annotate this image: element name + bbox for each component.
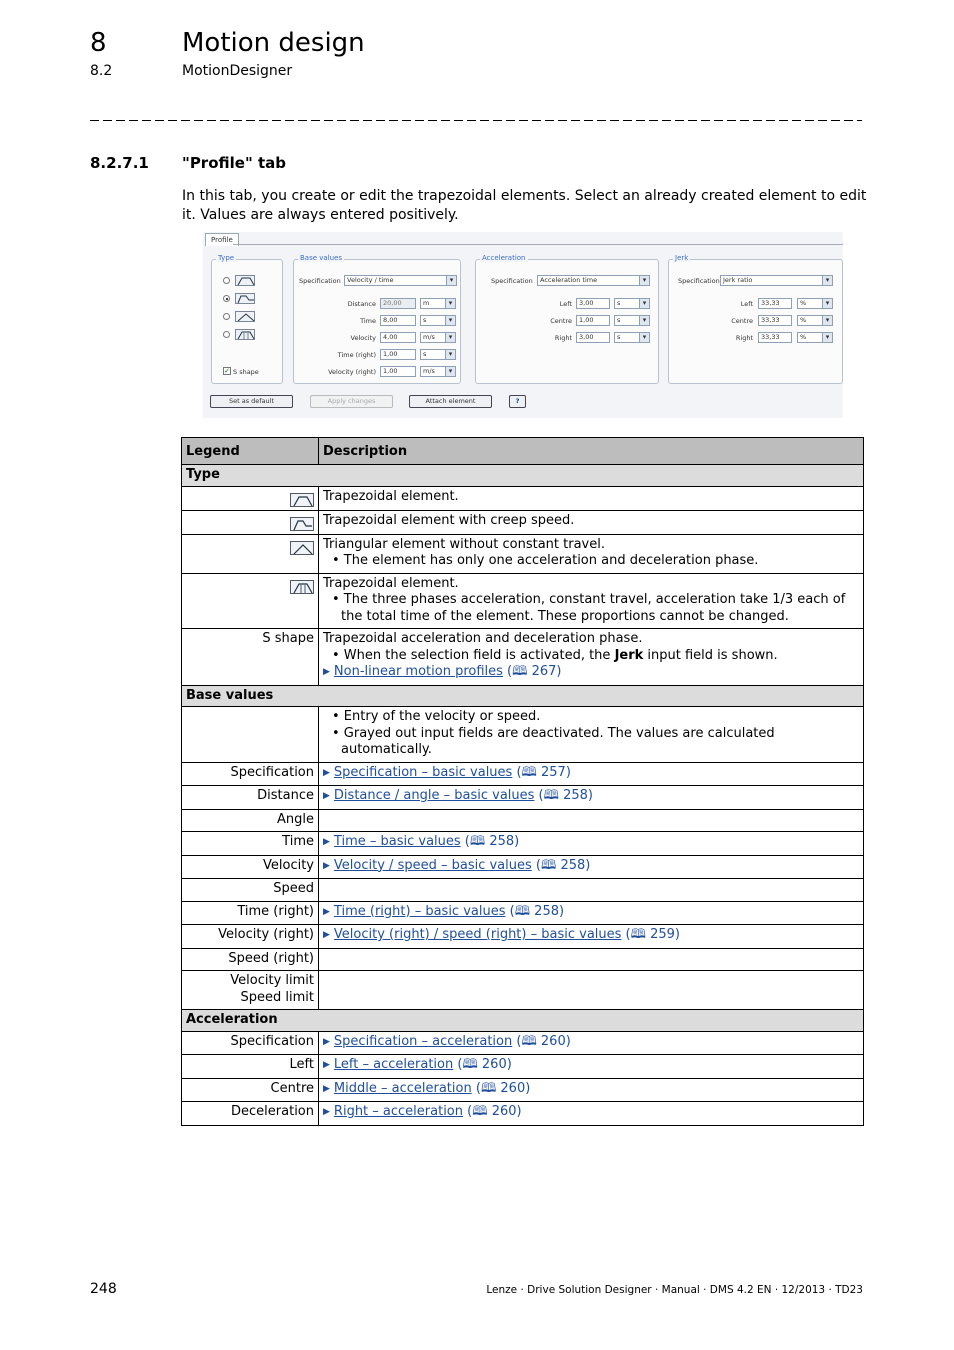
arrow-right-icon: ▶ bbox=[323, 860, 330, 871]
description-cell bbox=[319, 707, 864, 763]
base-value-label: Velocity bbox=[350, 334, 376, 342]
accel-value-unit-dropdown[interactable]: s ▾ bbox=[614, 315, 650, 326]
legend-cell: Distance bbox=[182, 786, 319, 810]
table-row bbox=[182, 809, 864, 832]
base-value-unit-dropdown[interactable]: m/s ▾ bbox=[420, 332, 456, 343]
apply-changes-button[interactable]: Apply changes bbox=[310, 395, 393, 408]
description-cell bbox=[319, 786, 864, 810]
description-cell bbox=[319, 1078, 864, 1102]
reference-link[interactable]: Right – acceleration bbox=[333, 1104, 464, 1119]
description-cell bbox=[319, 1031, 864, 1055]
type-radio-trapezoid-thirds[interactable] bbox=[223, 331, 230, 338]
description-text: Trapezoidal element. bbox=[323, 488, 459, 504]
accel-value-label: Right bbox=[554, 334, 572, 342]
cross-reference bbox=[323, 1057, 859, 1075]
description-cell bbox=[319, 1102, 864, 1126]
type-group bbox=[211, 254, 283, 384]
reference-link[interactable]: Velocity (right) / speed (right) – basic values bbox=[333, 927, 622, 942]
accel-spec-label: Specification bbox=[491, 277, 533, 285]
triangle-icon bbox=[290, 541, 314, 555]
accel-value-label: Left bbox=[559, 300, 572, 308]
table-row bbox=[182, 879, 864, 902]
accel-value-unit-dropdown[interactable]: s ▾ bbox=[614, 298, 650, 309]
reference-link[interactable]: Specification – basic values bbox=[333, 764, 513, 780]
base-value-label: Velocity (right) bbox=[328, 368, 376, 376]
acceleration-group bbox=[475, 254, 659, 384]
base-spec-dropdown[interactable]: Velocity / time ▾ bbox=[344, 275, 457, 286]
book-icon: 🕮 bbox=[630, 927, 646, 942]
legend-cell: Time (right) bbox=[182, 901, 319, 925]
reference-link[interactable]: Time – basic values bbox=[333, 834, 461, 849]
legend-cell: Velocity bbox=[182, 855, 319, 879]
triangle-icon bbox=[235, 311, 255, 322]
s-shape-label: S shape bbox=[233, 368, 259, 376]
book-icon: 🕮 bbox=[514, 903, 531, 919]
page-reference: (🕮 258) bbox=[531, 857, 591, 873]
page-reference: (🕮 260) bbox=[471, 1080, 531, 1096]
cross-reference bbox=[323, 1034, 859, 1052]
legend-cell bbox=[182, 486, 319, 510]
description-cell bbox=[319, 971, 864, 1010]
base-value-input[interactable]: 8,00 bbox=[380, 315, 416, 326]
page-reference: (🕮 260) bbox=[463, 1104, 522, 1119]
legend-cell: Velocity (right) bbox=[182, 925, 319, 949]
profile-tab[interactable]: Profile bbox=[205, 233, 239, 246]
type-group-row-label: Type bbox=[182, 465, 864, 487]
cross-reference bbox=[323, 765, 859, 783]
legend-header: Legend bbox=[182, 438, 319, 465]
page-reference: (🕮 267) bbox=[502, 664, 562, 679]
accel-spec-dropdown[interactable]: Acceleration time ▾ bbox=[537, 275, 650, 286]
description-text: Trapezoidal element. bbox=[323, 575, 459, 591]
bold-term: Jerk bbox=[614, 647, 644, 663]
page-number: 248 bbox=[90, 1281, 117, 1297]
description-cell bbox=[319, 629, 864, 686]
book-icon: 🕮 bbox=[521, 1033, 537, 1049]
book-icon: 🕮 bbox=[521, 764, 537, 780]
cross-reference bbox=[323, 834, 859, 852]
acceleration-group-row bbox=[182, 1010, 864, 1032]
arrow-right-icon: ▶ bbox=[323, 667, 330, 677]
help-button[interactable]: ? bbox=[509, 395, 526, 408]
base-value-unit-dropdown[interactable]: m/s ▾ bbox=[420, 366, 456, 377]
jerk-value-input[interactable]: 33,33 bbox=[758, 298, 792, 309]
section-number: 8.2 bbox=[90, 63, 113, 79]
jerk-title: Jerk bbox=[675, 254, 689, 262]
base-spec-label: Specification bbox=[299, 277, 341, 285]
table-row bbox=[182, 901, 864, 925]
trapezoid-thirds-icon bbox=[235, 329, 255, 340]
description-cell bbox=[319, 510, 864, 534]
description-cell bbox=[319, 879, 864, 902]
jerk-value-unit-dropdown[interactable]: % ▾ bbox=[797, 332, 833, 343]
base-values-group-row-label: Base values bbox=[182, 685, 864, 707]
footer-text: Lenze · Drive Solution Designer · Manual · DMS 4.2 EN · 12/2013 · TD23 bbox=[486, 1284, 863, 1296]
header-divider bbox=[90, 106, 862, 120]
trapezoid-icon bbox=[290, 493, 314, 507]
legend-cell bbox=[182, 971, 319, 1010]
section-title: MotionDesigner bbox=[182, 63, 293, 79]
legend-cell: Deceleration bbox=[182, 1102, 319, 1126]
base-value-label: Time (right) bbox=[337, 351, 376, 359]
legend-cell bbox=[182, 707, 319, 763]
table-row bbox=[182, 629, 864, 686]
arrow-right-icon: ▶ bbox=[323, 930, 330, 940]
legend-cell bbox=[182, 573, 319, 629]
type-group-title: Type bbox=[218, 254, 235, 262]
jerk-spec-dropdown[interactable]: Jerk ratio ▾ bbox=[720, 275, 833, 286]
book-icon: 🕮 bbox=[469, 834, 486, 849]
table-row bbox=[182, 971, 864, 1010]
accel-value-unit-dropdown[interactable]: s ▾ bbox=[614, 332, 650, 343]
legend-cell bbox=[182, 534, 319, 573]
reference-link[interactable]: Non-linear motion profiles bbox=[333, 664, 503, 679]
page-reference: (🕮 259) bbox=[621, 927, 680, 942]
reference-link[interactable]: Middle – acceleration bbox=[333, 1080, 472, 1096]
type-group-row bbox=[182, 465, 864, 487]
arrow-right-icon: ▶ bbox=[323, 767, 330, 778]
description-cell bbox=[319, 809, 864, 832]
chapter-title: Motion design bbox=[182, 28, 365, 58]
type-radio-triangle[interactable] bbox=[223, 313, 230, 320]
accel-value-input[interactable]: 3,00 bbox=[576, 332, 610, 343]
table-row bbox=[182, 707, 864, 763]
bullet-item: • The three phases acceleration, constant travel, acceleration take 1/3 each of the total time of the element. These proportions cannot be changed. bbox=[332, 592, 846, 624]
description-cell bbox=[319, 1055, 864, 1079]
bullet-item: • The element has only one acceleration and deceleration phase. bbox=[332, 553, 759, 568]
base-value-input[interactable]: 1,00 bbox=[380, 349, 416, 360]
trapezoid-thirds-icon bbox=[290, 580, 314, 594]
accel-value-label: Centre bbox=[550, 317, 572, 325]
base-value-input[interactable]: 20,00 bbox=[380, 298, 416, 309]
table-row bbox=[182, 1055, 864, 1079]
book-icon: 🕮 bbox=[540, 857, 557, 873]
base-values-group-row bbox=[182, 685, 864, 707]
reference-link[interactable]: Left – acceleration bbox=[333, 1057, 454, 1072]
legend-line: Speed limit bbox=[240, 989, 314, 1005]
arrow-right-icon: ▶ bbox=[323, 1060, 330, 1070]
legend-cell: Speed bbox=[182, 879, 319, 902]
legend-cell: Speed (right) bbox=[182, 948, 319, 971]
acceleration-group-row-label: Acceleration bbox=[182, 1010, 864, 1032]
table-row bbox=[182, 1102, 864, 1126]
accel-value-input[interactable]: 3,00 bbox=[576, 298, 610, 309]
table-row bbox=[182, 1078, 864, 1102]
jerk-value-label: Centre bbox=[731, 317, 753, 325]
cross-reference bbox=[323, 788, 859, 806]
description-cell bbox=[319, 573, 864, 629]
legend-cell: Left bbox=[182, 1055, 319, 1079]
description-text: Trapezoidal acceleration and deceleration phase. bbox=[323, 631, 643, 646]
legend-cell: Angle bbox=[182, 809, 319, 832]
jerk-value-unit-dropdown[interactable]: % ▾ bbox=[797, 315, 833, 326]
legend-line: Velocity limit bbox=[230, 973, 314, 988]
cross-reference bbox=[323, 904, 859, 922]
bullet-item: • Entry of the velocity or speed. bbox=[332, 709, 541, 724]
bullet-item: • When the selection field is activated, the Jerk input field is shown. bbox=[332, 647, 778, 663]
arrow-right-icon: ▶ bbox=[323, 1036, 330, 1047]
arrow-right-icon: ▶ bbox=[323, 906, 330, 917]
book-icon: 🕮 bbox=[480, 1080, 497, 1096]
subsection-title: "Profile" tab bbox=[182, 154, 287, 172]
reference-link[interactable]: Velocity / speed – basic values bbox=[333, 857, 532, 873]
page-reference: (🕮 258) bbox=[460, 834, 520, 849]
base-value-unit-dropdown[interactable]: s ▾ bbox=[420, 349, 456, 360]
page-reference: (🕮 260) bbox=[453, 1057, 512, 1072]
bullet-item: • Grayed out input fields are deactivated. The values are calculated automatically. bbox=[332, 725, 775, 757]
intro-paragraph: In this tab, you create or edit the trapezoidal elements. Select an already created element to edit it. Values are always entered positively. bbox=[182, 188, 867, 223]
chapter-number: 8 bbox=[90, 28, 107, 58]
subsection-number: 8.2.7.1 bbox=[90, 154, 149, 172]
base-value-input[interactable]: 1,00 bbox=[380, 366, 416, 377]
base-values-group bbox=[293, 254, 461, 384]
page-reference: (🕮 260) bbox=[512, 1033, 571, 1049]
base-value-input[interactable]: 4,00 bbox=[380, 332, 416, 343]
base-value-label: Time bbox=[360, 317, 376, 325]
description-text: Trapezoidal element with creep speed. bbox=[323, 512, 575, 528]
jerk-group bbox=[668, 254, 843, 384]
cross-reference bbox=[323, 858, 859, 876]
legend-cell: Specification bbox=[182, 762, 319, 786]
arrow-right-icon: ▶ bbox=[323, 1107, 330, 1117]
jerk-value-input[interactable]: 33,33 bbox=[758, 332, 792, 343]
description-header: Description bbox=[319, 438, 864, 465]
trapezoid-creep-icon bbox=[290, 517, 314, 531]
profile-tab-screenshot bbox=[203, 232, 843, 418]
table-row bbox=[182, 762, 864, 786]
reference-link[interactable]: Time (right) – basic values bbox=[333, 903, 506, 919]
accel-value-input[interactable]: 1,00 bbox=[576, 315, 610, 326]
acceleration-title: Acceleration bbox=[482, 254, 526, 262]
s-shape-checkbox[interactable]: ✓ bbox=[224, 367, 230, 375]
cross-reference bbox=[323, 1104, 859, 1122]
arrow-right-icon: ▶ bbox=[323, 1083, 330, 1094]
base-value-unit-dropdown[interactable]: m ▾ bbox=[420, 298, 456, 309]
arrow-right-icon: ▶ bbox=[323, 837, 330, 847]
table-row bbox=[182, 486, 864, 510]
jerk-value-input[interactable]: 33,33 bbox=[758, 315, 792, 326]
jerk-value-label: Right bbox=[735, 334, 753, 342]
description-cell bbox=[319, 832, 864, 856]
table-row bbox=[182, 510, 864, 534]
arrow-right-icon: ▶ bbox=[323, 791, 330, 801]
legend-cell: S shape bbox=[182, 629, 319, 686]
base-value-label: Distance bbox=[347, 300, 376, 308]
page-reference: (🕮 257) bbox=[512, 764, 571, 780]
legend-table bbox=[181, 437, 864, 1126]
type-radio-trapezoid-creep[interactable] bbox=[223, 295, 230, 302]
description-cell bbox=[319, 486, 864, 510]
legend-cell: Centre bbox=[182, 1078, 319, 1102]
table-row bbox=[182, 855, 864, 879]
legend-cell bbox=[182, 510, 319, 534]
attach-element-button[interactable]: Attach element bbox=[409, 395, 492, 408]
table-row bbox=[182, 832, 864, 856]
type-radio-trapezoid[interactable] bbox=[223, 277, 230, 284]
book-icon: 🕮 bbox=[462, 1057, 478, 1072]
book-icon: 🕮 bbox=[472, 1104, 488, 1119]
jerk-value-label: Left bbox=[740, 300, 753, 308]
table-row bbox=[182, 786, 864, 810]
cross-reference bbox=[323, 1081, 859, 1099]
table-row bbox=[182, 948, 864, 971]
legend-cell: Specification bbox=[182, 1031, 319, 1055]
jerk-spec-label: Specification bbox=[678, 277, 720, 285]
reference-link[interactable]: Specification – acceleration bbox=[333, 1033, 513, 1049]
cross-reference bbox=[323, 664, 859, 682]
cross-reference bbox=[323, 927, 859, 945]
description-cell bbox=[319, 948, 864, 971]
page-reference: (🕮 258) bbox=[505, 903, 565, 919]
description-cell bbox=[319, 855, 864, 879]
table-row bbox=[182, 1031, 864, 1055]
description-cell bbox=[319, 762, 864, 786]
description-text: Triangular element without constant travel. bbox=[323, 536, 605, 552]
jerk-value-unit-dropdown[interactable]: % ▾ bbox=[797, 298, 833, 309]
base-value-unit-dropdown[interactable]: s ▾ bbox=[420, 315, 456, 326]
description-cell bbox=[319, 534, 864, 573]
description-cell bbox=[319, 925, 864, 949]
trapezoid-icon bbox=[235, 275, 255, 286]
trapezoid-creep-icon bbox=[235, 293, 255, 304]
book-icon: 🕮 bbox=[543, 788, 559, 803]
reference-link[interactable]: Distance / angle – basic values bbox=[333, 788, 535, 803]
table-row bbox=[182, 925, 864, 949]
base-values-title: Base values bbox=[300, 254, 343, 262]
page-reference: (🕮 258) bbox=[534, 788, 593, 803]
description-cell bbox=[319, 901, 864, 925]
table-row bbox=[182, 573, 864, 629]
table-row bbox=[182, 534, 864, 573]
set-as-default-button[interactable]: Set as default bbox=[210, 395, 293, 408]
legend-cell: Time bbox=[182, 832, 319, 856]
book-icon: 🕮 bbox=[512, 664, 528, 679]
